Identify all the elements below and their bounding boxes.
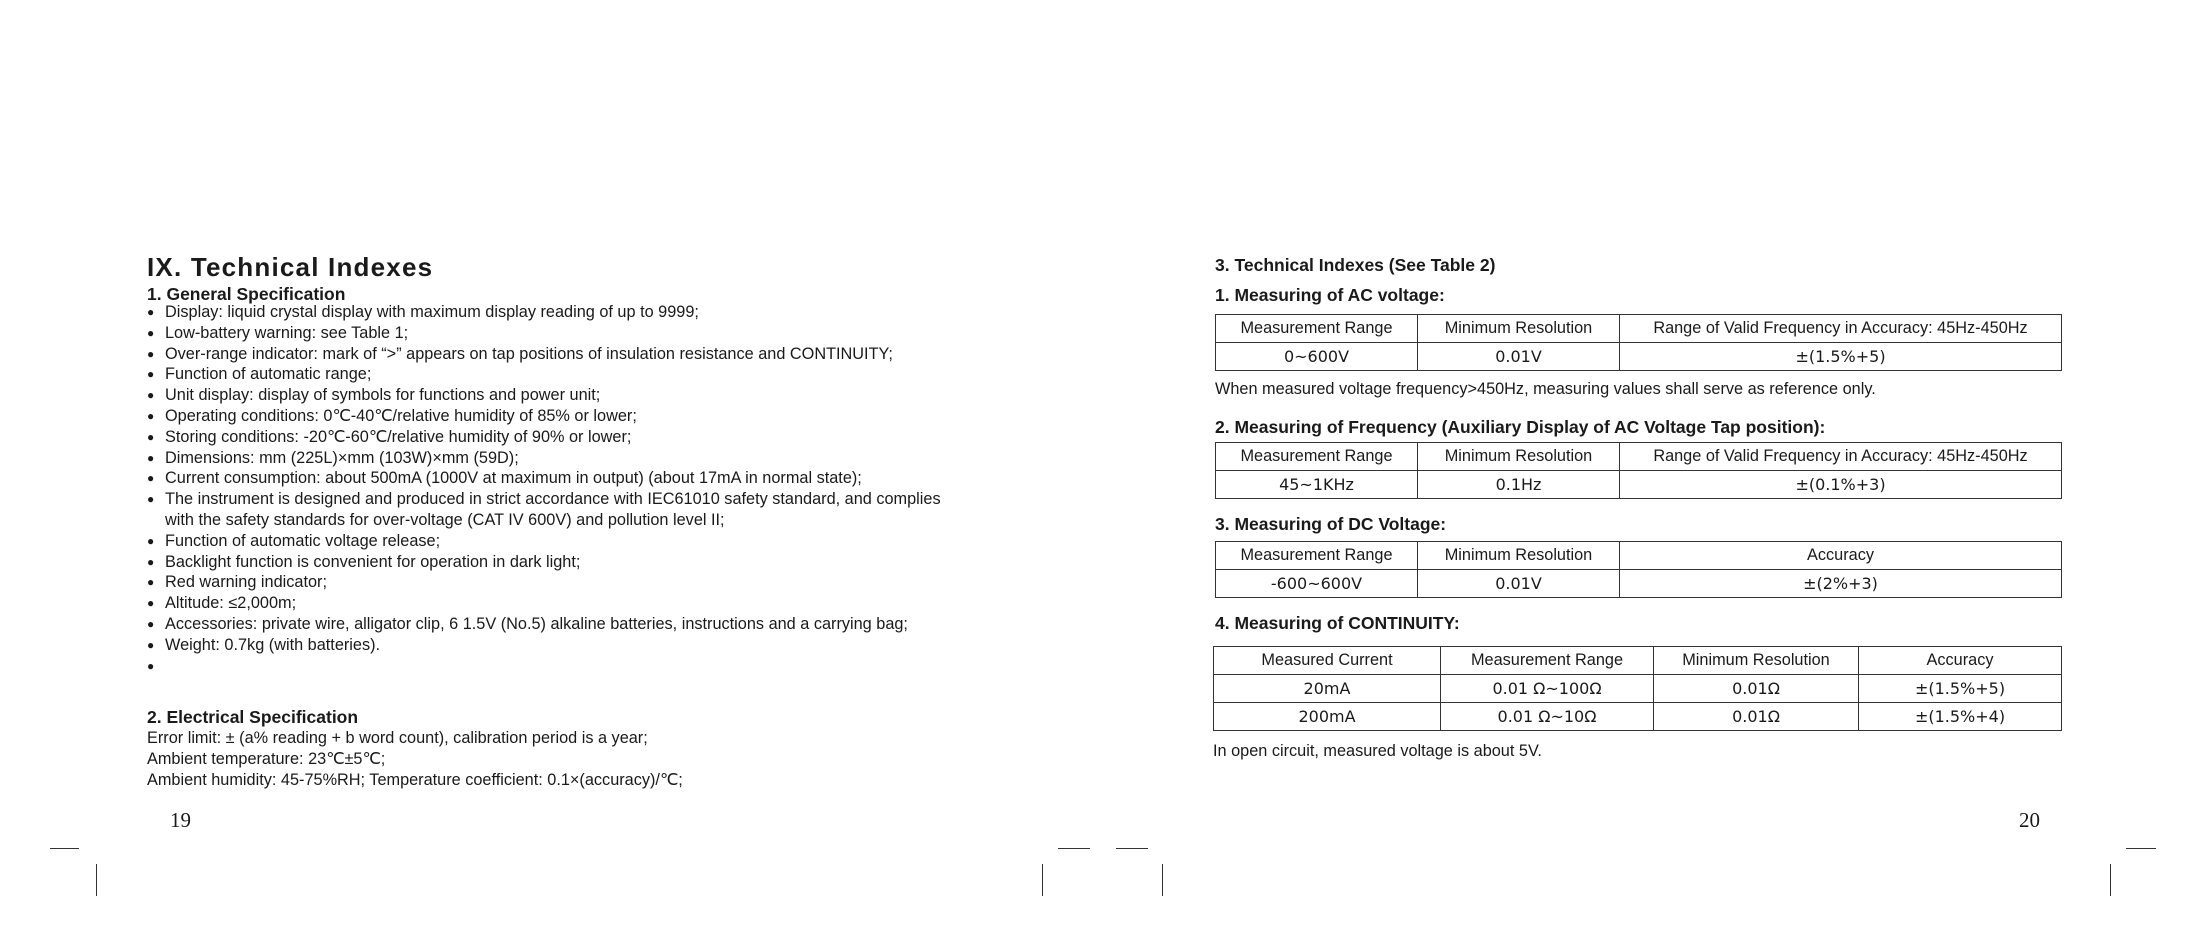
continuity-note: In open circuit, measured voltage is about 5V.: [1213, 742, 1542, 760]
list-item: ● Unit display: display of symbols for functions and power unit;: [147, 385, 941, 406]
table-header-cell: Minimum Resolution: [1418, 443, 1620, 471]
crop-mark: [2110, 864, 2111, 896]
crop-mark: [1042, 864, 1043, 896]
table-cell: 0~600V: [1216, 343, 1418, 371]
table-header-cell: Range of Valid Frequency in Accuracy: 45Hz-450Hz: [1620, 315, 2062, 343]
list-item: ● Low-battery warning: see Table 1;: [147, 323, 941, 344]
table-row: [1214, 675, 2062, 703]
table-header-cell: Measurement Range: [1216, 443, 1418, 471]
ac-voltage-note: When measured voltage frequency>450Hz, measuring values shall serve as reference only.: [1215, 380, 1876, 398]
table-header-cell: Measured Current: [1214, 647, 1441, 675]
table-cell: 0.01 Ω~100Ω: [1441, 675, 1654, 703]
crop-mark: [1116, 848, 1148, 849]
right-page: [1103, 0, 2206, 946]
dc-voltage-table: [1215, 541, 2062, 598]
table-cell: 0.01V: [1418, 570, 1620, 598]
list-item: ● Operating conditions: 0℃-40℃/relative humidity of 85% or lower;: [147, 406, 941, 427]
crop-mark: [1058, 848, 1090, 849]
ambient-temperature-text: Ambient temperature: 23℃±5℃;: [147, 750, 386, 768]
list-item: ● Function of automatic voltage release;: [147, 531, 941, 552]
electrical-spec-heading: 2. Electrical Specification: [147, 707, 359, 727]
table-cell: 0.01Ω: [1654, 675, 1859, 703]
continuity-heading: 4. Measuring of CONTINUITY:: [1215, 613, 1460, 633]
list-item: ● Function of automatic range;: [147, 364, 941, 385]
table-header-cell: Measurement Range: [1216, 315, 1418, 343]
ambient-humidity-text: Ambient humidity: 45-75%RH; Temperature coefficient: 0.1×(accuracy)/℃;: [147, 771, 683, 789]
ac-voltage-heading: 1. Measuring of AC voltage:: [1215, 285, 1445, 305]
table-cell: ±(1.5%+4): [1859, 703, 2062, 731]
page-title: IX. Technical Indexes: [147, 252, 434, 282]
list-item: ● Backlight function is convenient for operation in dark light;: [147, 552, 941, 573]
table-header-row: [1216, 315, 2062, 343]
page-number: 20: [2019, 808, 2040, 832]
frequency-heading: 2. Measuring of Frequency (Auxiliary Display of AC Voltage Tap position):: [1215, 417, 1826, 437]
table-cell: 0.01Ω: [1654, 703, 1859, 731]
list-item: [147, 489, 941, 531]
table-header-cell: Accuracy: [1620, 542, 2062, 570]
table-header-cell: Accuracy: [1859, 647, 2062, 675]
table-row: [1214, 703, 2062, 731]
list-item: ● Red warning indicator;: [147, 572, 941, 593]
crop-mark: [50, 848, 79, 849]
table-header-cell: Measurement Range: [1441, 647, 1654, 675]
table-header-cell: Minimum Resolution: [1654, 647, 1859, 675]
list-item: ● Weight: 0.7kg (with batteries).: [147, 635, 941, 656]
crop-mark: [2126, 848, 2156, 849]
table-cell: 200mA: [1214, 703, 1441, 731]
table-row: [1216, 471, 2062, 499]
list-item-continuation: with the safety standards for over-voltage (CAT IV 600V) and pollution level II;: [165, 510, 725, 529]
table-cell: ±(0.1%+3): [1620, 471, 2062, 499]
table-header-cell: Range of Valid Frequency in Accuracy: 45Hz-450Hz: [1620, 443, 2062, 471]
table-cell: 20mA: [1214, 675, 1441, 703]
table-header-row: [1216, 443, 2062, 471]
list-item: ● Accessories: private wire, alligator clip, 6 1.5V (No.5) alkaline batteries, instructions and a carrying bag;: [147, 614, 941, 635]
table-header-row: [1214, 647, 2062, 675]
error-limit-text: Error limit: ± (a% reading + b word count), calibration period is a year;: [147, 729, 648, 747]
table-cell: -600~600V: [1216, 570, 1418, 598]
page-number: 19: [170, 808, 191, 832]
general-spec-heading: 1. General Specification: [147, 284, 346, 304]
table-header-row: [1216, 542, 2062, 570]
table-row: [1216, 570, 2062, 598]
list-item: ● Altitude: ≤2,000m;: [147, 593, 941, 614]
dc-voltage-heading: 3. Measuring of DC Voltage:: [1215, 514, 1447, 534]
table-cell: 45~1KHz: [1216, 471, 1418, 499]
table-cell: ±(2%+3): [1620, 570, 2062, 598]
table-cell: 0.01 Ω~10Ω: [1441, 703, 1654, 731]
table-cell: ±(1.5%+5): [1859, 675, 2062, 703]
list-item: ● Current consumption: about 500mA (1000V at maximum in output) (about 17mA in normal state);: [147, 468, 941, 489]
frequency-table: [1215, 442, 2062, 499]
general-spec-list: [147, 302, 941, 656]
list-item: ● Display: liquid crystal display with maximum display reading of up to 9999;: [147, 302, 941, 323]
list-item: ● Over-range indicator: mark of “>” appears on tap positions of insulation resistance and CONTINUITY;: [147, 344, 941, 365]
table-header-cell: Minimum Resolution: [1418, 315, 1620, 343]
section-heading: 3. Technical Indexes (See Table 2): [1215, 255, 1496, 275]
table-cell: ±(1.5%+5): [1620, 343, 2062, 371]
table-cell: 0.1Hz: [1418, 471, 1620, 499]
table-header-cell: Minimum Resolution: [1418, 542, 1620, 570]
list-item-text: The instrument is designed and produced in strict accordance with IEC61010 safety standard, and complies: [165, 490, 941, 509]
list-item: ● Storing conditions: -20℃-60℃/relative humidity of 90% or lower;: [147, 427, 941, 448]
ac-voltage-table: [1215, 314, 2062, 371]
continuity-table: [1213, 646, 2062, 731]
list-item: ● Dimensions: mm (225L)×mm (103W)×mm (59D);: [147, 448, 941, 469]
table-header-cell: Measurement Range: [1216, 542, 1418, 570]
crop-mark: [96, 864, 97, 896]
table-cell: 0.01V: [1418, 343, 1620, 371]
table-row: [1216, 343, 2062, 371]
crop-mark: [1162, 864, 1163, 896]
